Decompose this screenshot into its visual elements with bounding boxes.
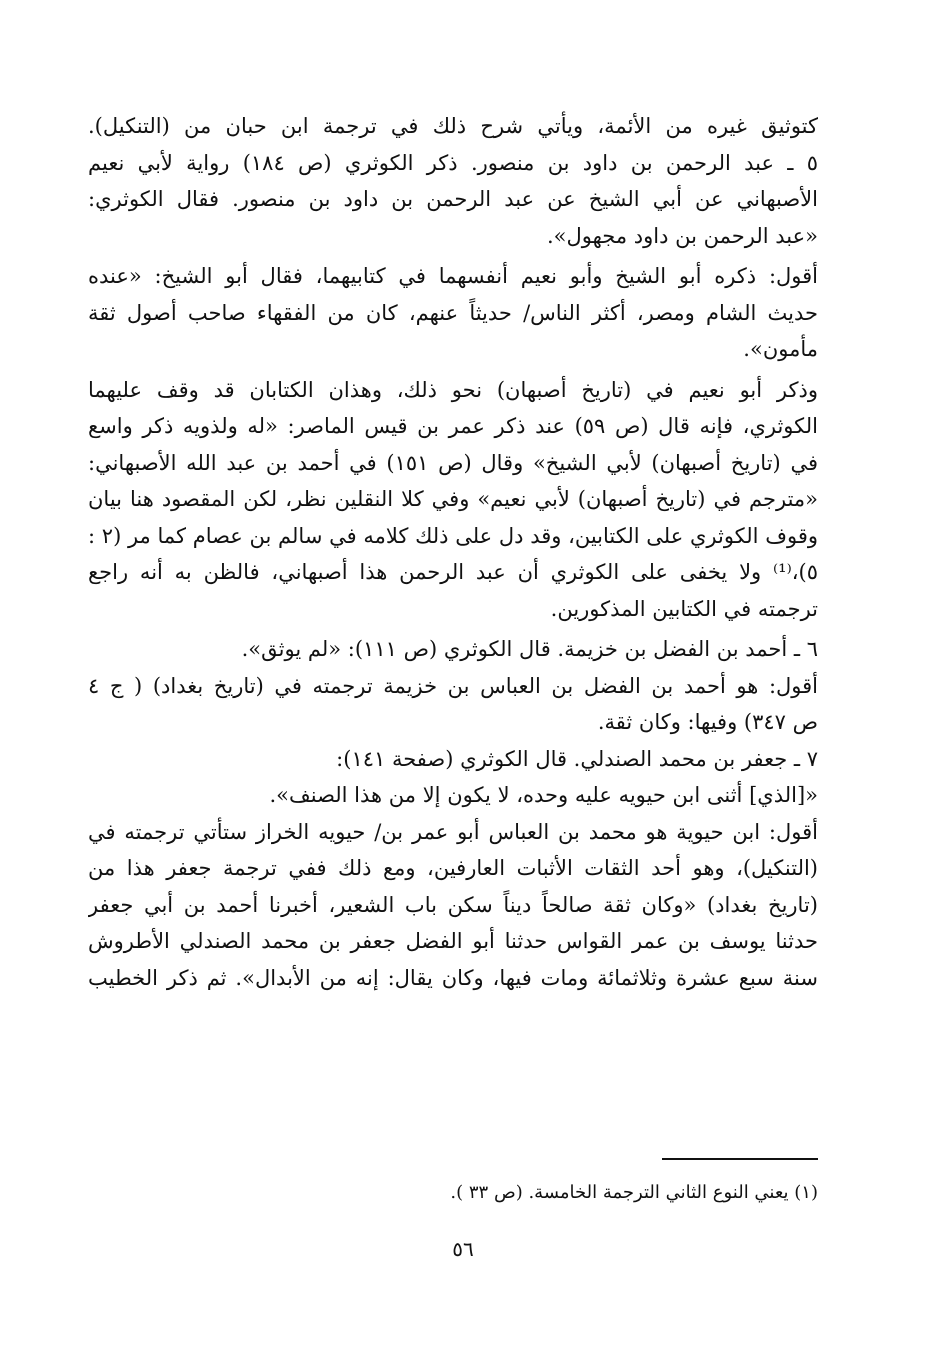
text-line: ٥ ـ عبد الرحمن بن داود بن منصور. ذكر الكوثري (ص ١٨٤) رواية لأبي نعيم <box>88 150 818 175</box>
page-number: ٥٦ <box>452 1237 474 1261</box>
footnote: (١) يعني النوع الثاني الترجمة الخامسة. (ص ٣٣ ). <box>450 1182 818 1203</box>
text-line: ٦ ـ أحمد بن الفضل بن خزيمة. قال الكوثري (ص ١١١): «لم يوثق». <box>241 637 818 661</box>
text-line: أقول: ذكره أبو الشيخ وأبو نعيم أنفسهما في كتابيهما، فقال أبو الشيخ: «عنده <box>88 264 818 288</box>
text-line: حديث الشام ومصر، أكثر الناس/ حديثاً عنهم، كان من الفقهاء صاحب أصول ثقة <box>88 300 818 325</box>
text-line: ترجمته في الكتابين المذكورين. <box>550 596 818 621</box>
text-line: سنة سبع عشرة وثلاثمائة ومات فيها، وكان يقال: إنه من الأبدال». ثم ذكر الخطيب <box>88 965 818 990</box>
footnote-divider <box>662 1158 818 1160</box>
text-line: أقول: هو أحمد بن الفضل بن العباس بن خزيمة ترجمته في (تاريخ بغداد) ( ج ٤ <box>88 673 818 698</box>
text-line: كتوثيق غيره من الأئمة، ويأتي شرح ذلك في ترجمة ابن حبان من (التنكيل). <box>88 114 818 138</box>
text-line: «عبد الرحمن بن داود مجهول». <box>547 223 818 248</box>
text-line: الأصبهاني عن أبي الشيخ عن عبد الرحمن بن داود بن منصور. فقال الكوثري: <box>88 187 818 211</box>
text-line: ٥)،⁽¹⁾ ولا يخفى على الكوثري أن عبد الرحمن هذا أصبهاني، فالظن به أنه راجع <box>88 560 818 584</box>
text-line: وقوف الكوثري على الكتابين، وقد دل على ذلك كلامه في سالم بن عصام كما مر (٢ : <box>88 523 818 548</box>
text-line: وذكر أبو نعيم في (تاريخ أصبهان) نحو ذلك، وهذان الكتابان قد وقف عليهما <box>88 377 818 402</box>
text-line: ص ٣٤٧) وفيها: وكان ثقة. <box>597 710 818 734</box>
main-text <box>88 108 818 996</box>
text-line: أقول: ابن حيوية هو محمد بن العباس أبو عمر بن/ حيويه الخراز ستأتي ترجمته في <box>88 819 818 844</box>
text-line: (التنكيل)، وهو أحد الثقات الأثبات العارفين، ومع ذلك ففي ترجمة جعفر هذا من <box>88 856 818 880</box>
text-line: (تاريخ بغداد) «وكان ثقة صالحاً ديناً سكن باب الشعير، أخبرنا أحمد بن أبي جعفر <box>88 892 818 917</box>
text-line: حدثنا يوسف بن عمر القواس حدثنا أبو الفضل جعفر بن محمد الصندلي الأطروش <box>88 929 818 953</box>
text-line: «[الذي] أثنى ابن حيويه عليه وحده، لا يكون إلا من هذا الصنف». <box>269 783 818 807</box>
text-line: ٧ ـ جعفر بن محمد الصندلي. قال الكوثري (صفحة ١٤١): <box>336 746 818 771</box>
text-line: في (تاريخ أصبهان) لأبي الشيخ» وقال (ص ١٥١) في أحمد بن عبد الله الأصبهاني: <box>88 450 818 475</box>
text-line: مأمون». <box>743 337 818 361</box>
text-line: «مترجم في (تاريخ أصبهان) لأبي نعيم» وفي كلا النقلين نظر، لكن المقصود هنا بيان <box>88 487 818 511</box>
text-line: الكوثري، فإنه قال (ص ٥٩) عند ذكر عمر بن قيس الماصر: «له ولذويه ذكر واسع <box>88 414 818 438</box>
